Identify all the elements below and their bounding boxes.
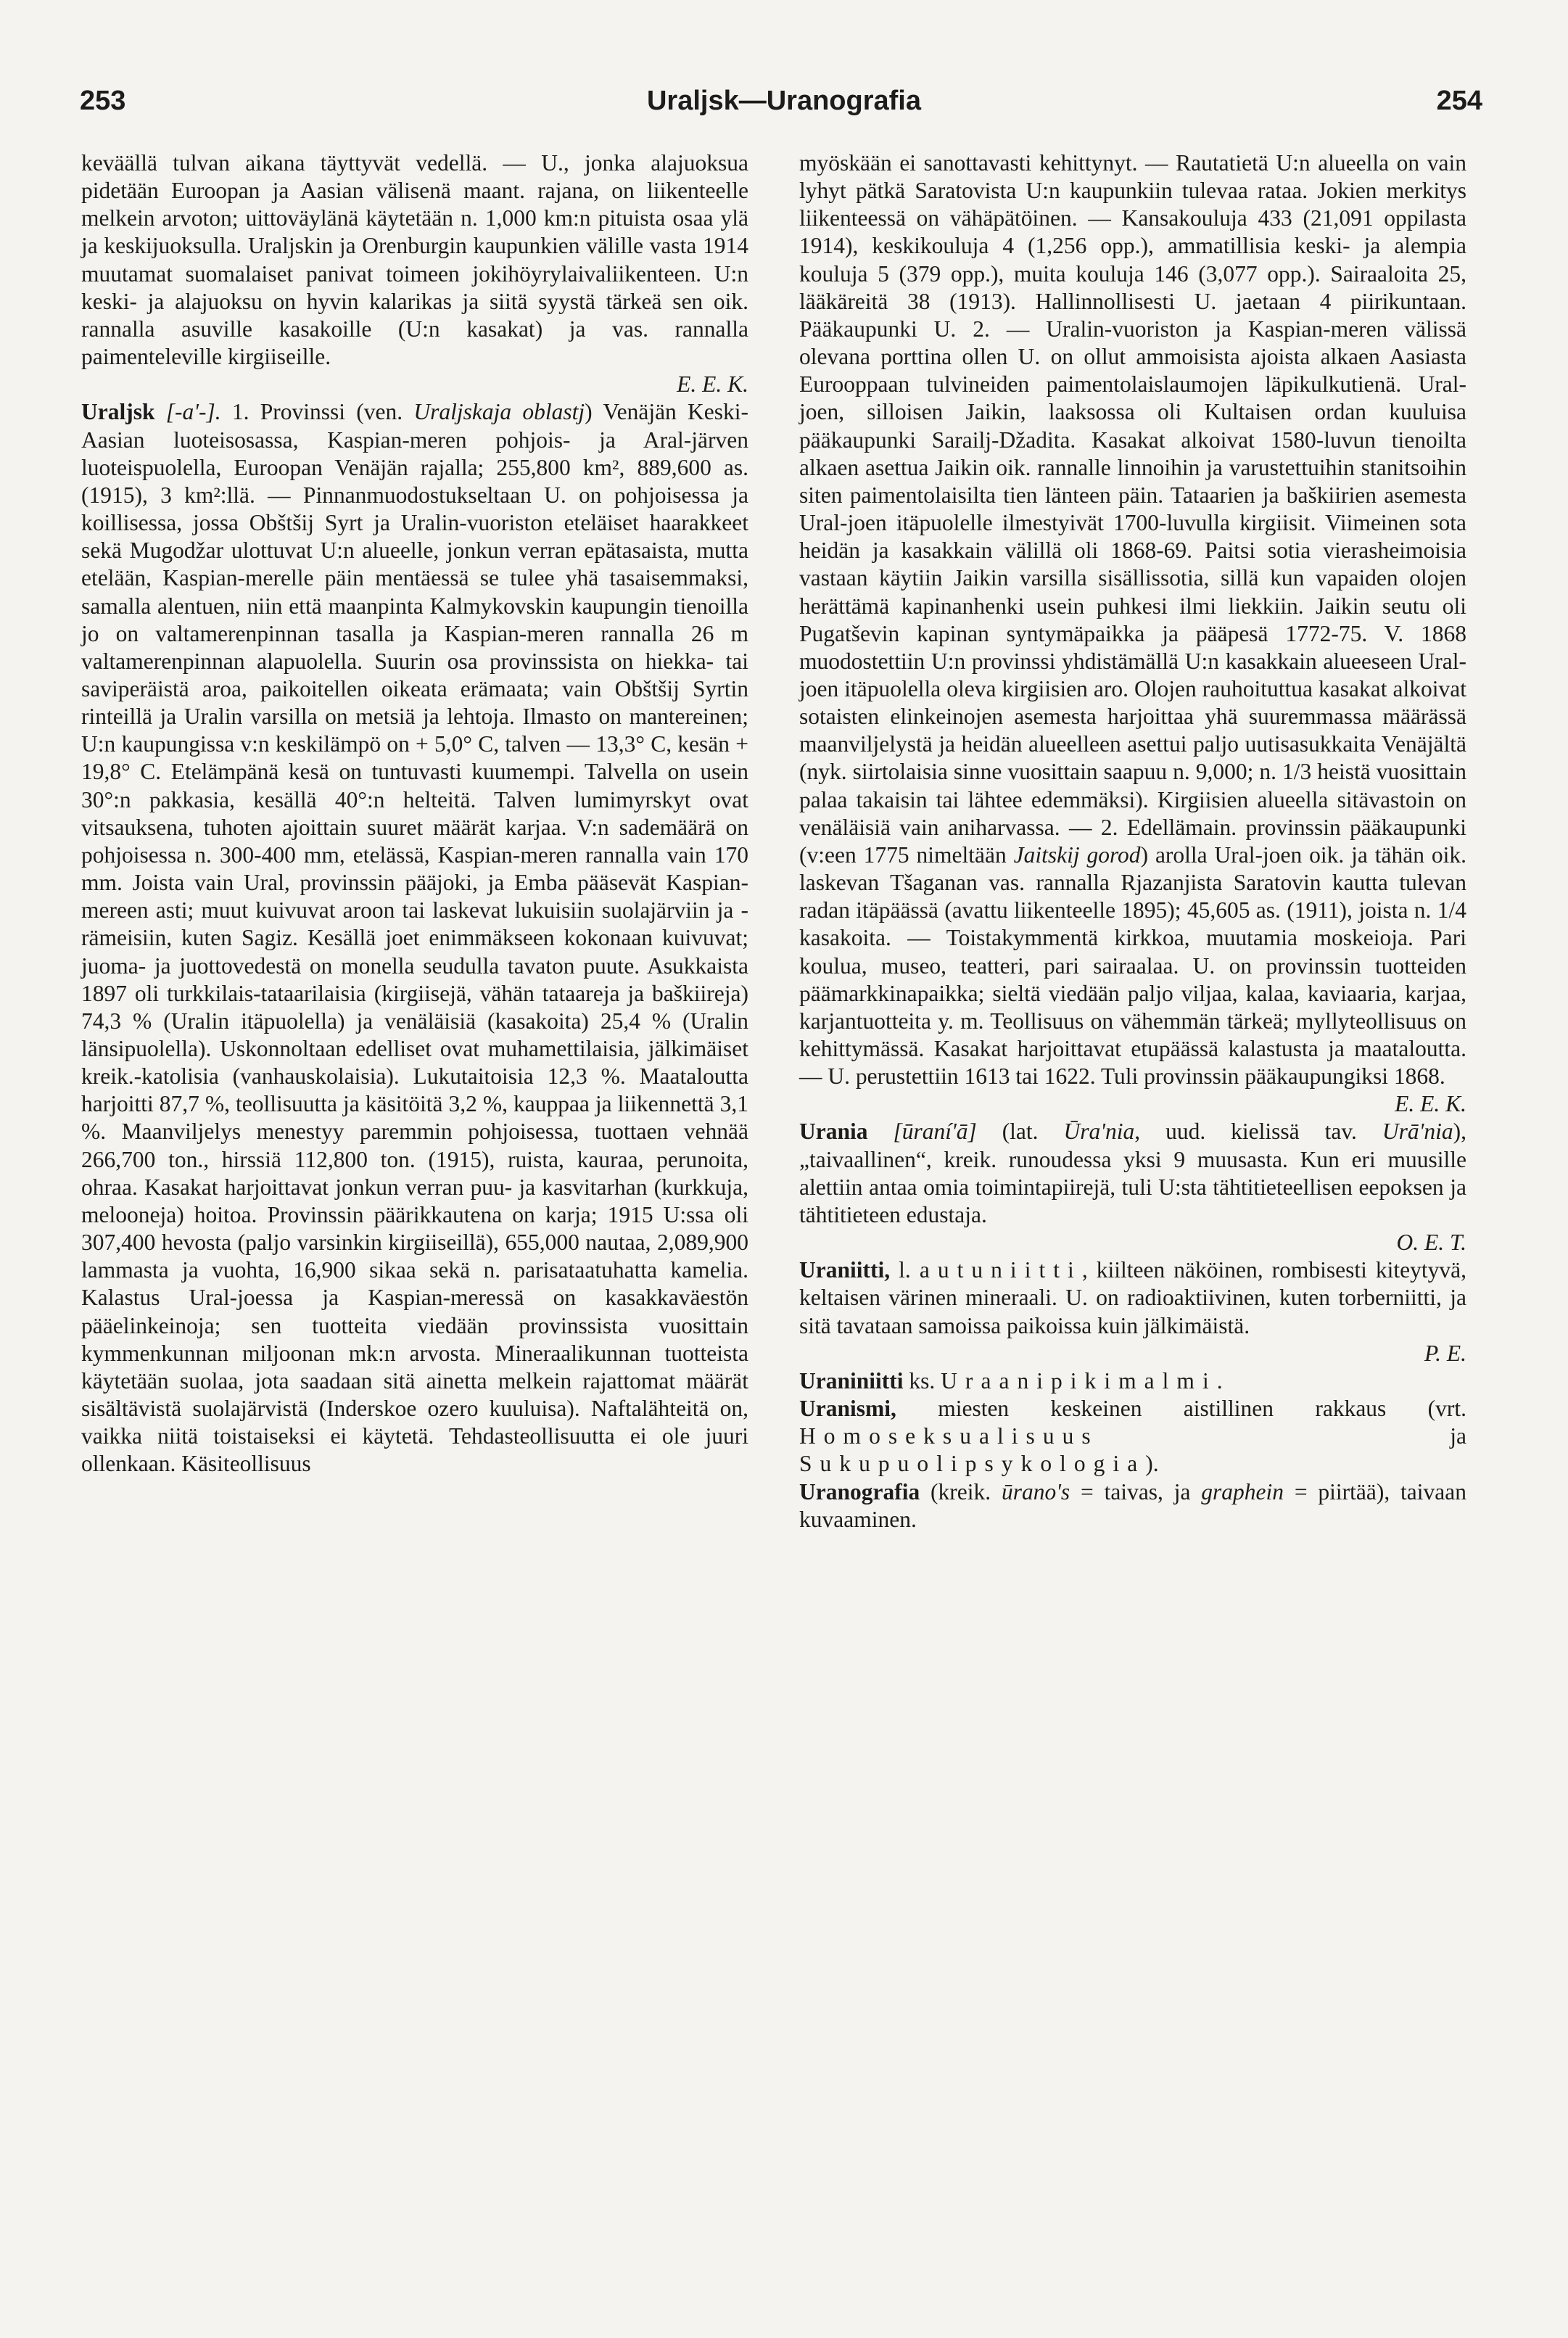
- entry-text: , uud. kielissä tav.: [1134, 1119, 1382, 1145]
- page-number-right: 254: [1436, 86, 1482, 116]
- paragraph-continued: [799, 149, 1466, 1090]
- latin-form: Ūra'nia: [1063, 1119, 1135, 1145]
- entry-urania: [799, 1118, 1466, 1229]
- signature: E. E. K.: [1395, 1091, 1466, 1117]
- cross-reference: Sukupuolipsykologia: [799, 1451, 1146, 1477]
- cross-reference: Uraanipikimalmi: [941, 1367, 1217, 1394]
- headword: Uraniniitti: [799, 1367, 904, 1394]
- russian-name: Uraljskaja oblastj: [413, 399, 585, 425]
- entry-uranografia: [799, 1478, 1466, 1534]
- signature: P. E.: [1424, 1340, 1466, 1366]
- entry-text: miesten keskeinen aistillinen rakkaus (vrt.: [896, 1396, 1466, 1422]
- headword: Urania: [799, 1119, 868, 1145]
- paragraph-intro: keväällä tulvan aikana täyttyvät vedellä. — U., jonka alajuoksua pidetään Euroopan ja Aasian välisenä maant. rajana, on liikenteelle melkein arvoton; uittoväylänä käytetään n. 1,000 km:n pituista osaa ylä ja keskijuoksulla. Uraljskin ja Orenburgin kaupunkien välille vasta 1914 muutamat suomalaiset panivat toimeen jokihöyrylaivaliikenteen. U:n keski- ja alajuoksu on hyvin kalarikas ja siitä syystä tärkeä sen oik. rannalla asuville kasakoille (U:n kasakat) ja vas. rannalla paimenteleville kirgiiseille.: [81, 150, 748, 370]
- entry-text: myöskään ei sanottavasti kehittynyt. — Rautatietä U:n alueella on vain lyhyt pätkä Saratovista U:n kaupunkiin tulevaa rataa. Jokien merkitys liikenteessä on vähäpätöinen. — Kansakouluja 433 (21,091 oppilasta 1914), keskikouluja 4 (1,256 opp.), ammatillisia keski- ja alempia kouluja 5 (379 opp.), muita kouluja 146 (3,077 opp.). Sairaaloita 25, lääkäreitä 38 (1913). Hallinnollisesti U. jaetaan 4 piirikuntaan. Pääkaupunki U. 2. — Uralin-vuoriston ja Kaspian-meren välissä olevana porttina ollen U. on ollut ammoisista ajoista alkaen Aasiasta Eurooppaan tulvineiden paimentolaislaumojen läpikulkutienä. Ural-joen, silloisen Jaikin, laaksossa oli Kultaisen ordan kuuluisa pääkaupunki Sarailj-Džadita. Kasakat alkoivat 1580-luvun tienoilta alkaen asettua Jaikin oik. rannalle linnoihin ja varustettuihin stanitsoihin siten paimentolaisilta tien länteen päin. Tataarien ja baškiirien asemesta Ural-joen itäpuolelle ilmestyivät 1700-luvulla kirgiisit. Viimeinen sota heidän ja kasakkain välillä oli 1868-69. Paitsi sotia vierasheimoisia vastaan käytiin Jaikin varsilla sisällissotia, sillä kun vapaiden olojen herättämä kapinanhenki usein puhkesi ilmi liekkiin. Jaikin seutu oli Pugatševin kapinan syntymäpaikka ja pääpesä 1772-75. V. 1868 muodostettiin U:n provinssi yhdistämällä U:n kasakkain alueeseen Ural-joen itäpuolella oleva kirgiisien aro. Olojen rauhoituttua kasakat alkoivat sotaisten elinkeinojen asemesta harjoittaa yhä suuremmassa määrässä maanviljelystä ja heidän alueelleen asettui paljo uutisasukkaita Venäjältä (nyk. siirtolaisia sinne vuosittain saapuu n. 9,000; n. 1/3 heistä vuosittain palaa takaisin tai lähtee edemmäksi). Kirgiisien alueella sitävastoin on venäläisiä vain aniharvassa. — 2. Edellämain. provinssin pääkaupunki (v:een 1775 nimeltään: [799, 150, 1466, 868]
- running-title: Uraljsk—Uranografia: [646, 86, 921, 116]
- pronunciation: [ūraní'ā]: [893, 1119, 977, 1145]
- entry-text: .: [1216, 1367, 1223, 1394]
- historical-name: Jaitskij gorod: [1013, 841, 1141, 868]
- entry-uranismi: [799, 1395, 1466, 1478]
- entry-text: ), „taivaallinen“, kreik. runoudessa yksi 9 muusasta. Kun eri muusille alettiin antaa omia toimintapiirejä, tuli U:sta tähtitieteellisen eepoksen ja tähtitieteen edustaja.: [799, 1119, 1467, 1227]
- entry-uraljsk: [81, 398, 748, 1478]
- headword: Uraniitti,: [799, 1257, 891, 1283]
- page-header: [0, 86, 1568, 136]
- entry-text: = piirtää), taivaan kuvaaminen.: [799, 1478, 1466, 1532]
- left-column: [81, 149, 748, 1478]
- right-column: [799, 149, 1466, 1534]
- entry-text: ) arolla Ural-joen oik. ja tähän oik. laskevan Tšaganan vas. rannalla Rjazanjista Saratovin kautta tulevan radan itäpäässä (avattu liikenteelle 1895); 45,605 as. (1911), joista n. 1/4 kasakoita. — Toistakymmentä kirkkoa, muutamia moskeioja. Pari koulua, museo, teatteri, pari sairaalaa. U. on provinssin tuotteiden päämarkkinapaikka; sieltä viedään paljo viljaa, kalaa, kaviaaria, karjaa, karjantuotteita y. m. Teollisuus on vähemmän tärkeä; myllyteollisuus on kehittymässä. Kasakat harjoittavat etupäässä kalastusta ja maataloutta. — U. perustettiin 1613 tai 1622. Tuli provinssin pääkaupungiksi 1868.: [799, 841, 1467, 1090]
- headword: Uraljsk: [81, 399, 155, 425]
- greek-term: graphein: [1201, 1478, 1284, 1505]
- entry-text: = taivas, ja: [1070, 1478, 1202, 1505]
- page-number-left: 253: [80, 86, 126, 116]
- entry-text: (lat.: [976, 1119, 1064, 1145]
- signature: E. E. K.: [677, 371, 748, 398]
- headword: Uranismi,: [799, 1396, 896, 1422]
- entry-uraniniitti: [799, 1367, 1466, 1395]
- entry-text: ).: [1145, 1451, 1159, 1477]
- entry-text: ks.: [903, 1367, 941, 1394]
- entry-text: 1. Provinssi (ven.: [220, 399, 414, 425]
- entry-text: (kreik.: [920, 1478, 1002, 1505]
- pronunciation: [-a'-].: [165, 399, 221, 425]
- entry-text: ja: [1098, 1423, 1466, 1449]
- entry-text: ) Venäjän Keski-Aasian luoteisosassa, Kaspian-meren pohjois- ja Aral-järven luoteispuolella, Euroopan Venäjän rajalla; 255,800 km², 889,600 as. (1915), 3 km²:llä. — Pinnanmuodostukseltaan U. on pohjoisessa ja koillisessa, jossa Obštšij Syrt ja Uralin-vuoriston eteläiset haarakkeet sekä Mugodžar ulottuvat U:n alueelle, jonkun verran epätasaista, mutta etelään, Kaspian-merelle päin mentäessä se tulee yhä tasaisemmaksi, samalla alentuen, niin että maanpinta Kalmykovskin kaupungin tienoilla jo on valtamerenpinnan tasalla ja Kaspian-meren rannalla 26 m valtamerenpinnan alapuolella. Suurin osa provinssista on hiekka- tai saviperäistä aroa, paikoitellen oikeata erämaata; vain Obštšij Syrtin rinteillä ja Uralin varsilla on metsiä ja lehtoja. Ilmasto on mantereinen; U:n kaupungissa v:n keskilämpö on + 5,0° C, talven — 13,3° C, kesän + 19,8° C. Etelämpänä kesä on tuntuvasti kuumempi. Talvella on usein 30°:n pakkasia, kesällä 40°:n helteitä. Talven lumimyrskyt ovat vitsauksena, tuhoten ajoittain suuret määrät karjaa. V:n sademäärä on pohjoisessa n. 300-400 mm, etelässä, Kaspian-meren rannalla vain 170 mm. Joista vain Ural, provinssin pääjoki, ja Emba pääsevät Kaspian-mereen asti; muut kuivuvat aroon tai laskevat lukuisiin suolajärviin ja -rämeisiin, kuten Sagiz. Kesällä joet enimmäkseen kokonaan kuivuvat; juoma- ja juottovedestä on monella seudulla tavaton puute. Asukkaista 1897 oli turkkilais-tataarilaisia (kirgiisejä, vähän tataareja ja baškiireja) 74,3 % (Uralin itäpuolella) ja venäläisiä (kasakoita) 25,4 % (Uralin länsipuolella). Uskonnoltaan edelliset ovat muhamettilaisia, jälkimäiset kreik.-katolisia (vanhauskolaisia). Lukutaitoisia 12,3 %. Maataloutta harjoitti 87,7 %, teollisuutta ja käsitöitä 3,2 %, kauppaa ja liikennettä 3,1 %. Maanviljelys menestyy paremmin pohjoisessa, tuottaen vehnää 266,700 ton., hirssiä 112,800 ton. (1915), ruista, kauraa, perunoita, ohraa. Kasakat harjoittavat jonkun verran puu- ja kasvitarhan (kurkkuja, melooneja) hoitoa. Provinssin päärikkautena on karja; 1915 U:ssa oli 307,400 hevosta (paljo varsinkin kirgiiseillä), 655,000 nautaa, 2,089,900 lammasta ja vuohta, 16,900 sikaa sekä n. parisataatuhatta kamelia. Kalastus Ural-joessa ja Kaspian-meressä on kasakkaväestön pääelinkeinoja; sen tuotteita viedään provinssista vuosittain kymmenkunnan miljoonan mk:n arvosta. Mineraalikunnan tuotteista käytetään suolaa, jota saadaan sitä ainetta melkein rajattomat määrät sisältävistä suolajärvistä (Inderskoe ozero kuuluisa). Naftalähteitä on, vaikka niitä toistaiseksi ei käytetä. Tehdasteollisuutta ei ole juuri ollenkaan. Käsiteollisuus: [81, 399, 749, 1477]
- entry-text: , kiilteen näköinen, rombisesti kiteytyvä, keltaisen värinen mineraali. U. on radioaktiivinen, kuten torberniitti, ja sitä tavataan samoissa paikoissa kuin jälkimäistä.: [799, 1257, 1466, 1338]
- entry-uraniitti: [799, 1256, 1466, 1339]
- spaced-term: autuniitti: [919, 1257, 1082, 1283]
- greek-term: ūrano's: [1001, 1478, 1070, 1505]
- cross-reference: Homoseksualisuus: [799, 1423, 1099, 1449]
- headword: Uranografia: [799, 1478, 920, 1505]
- modern-form: Urā'nia: [1382, 1119, 1453, 1145]
- signature: O. E. T.: [1396, 1230, 1466, 1256]
- entry-text: l.: [890, 1257, 920, 1283]
